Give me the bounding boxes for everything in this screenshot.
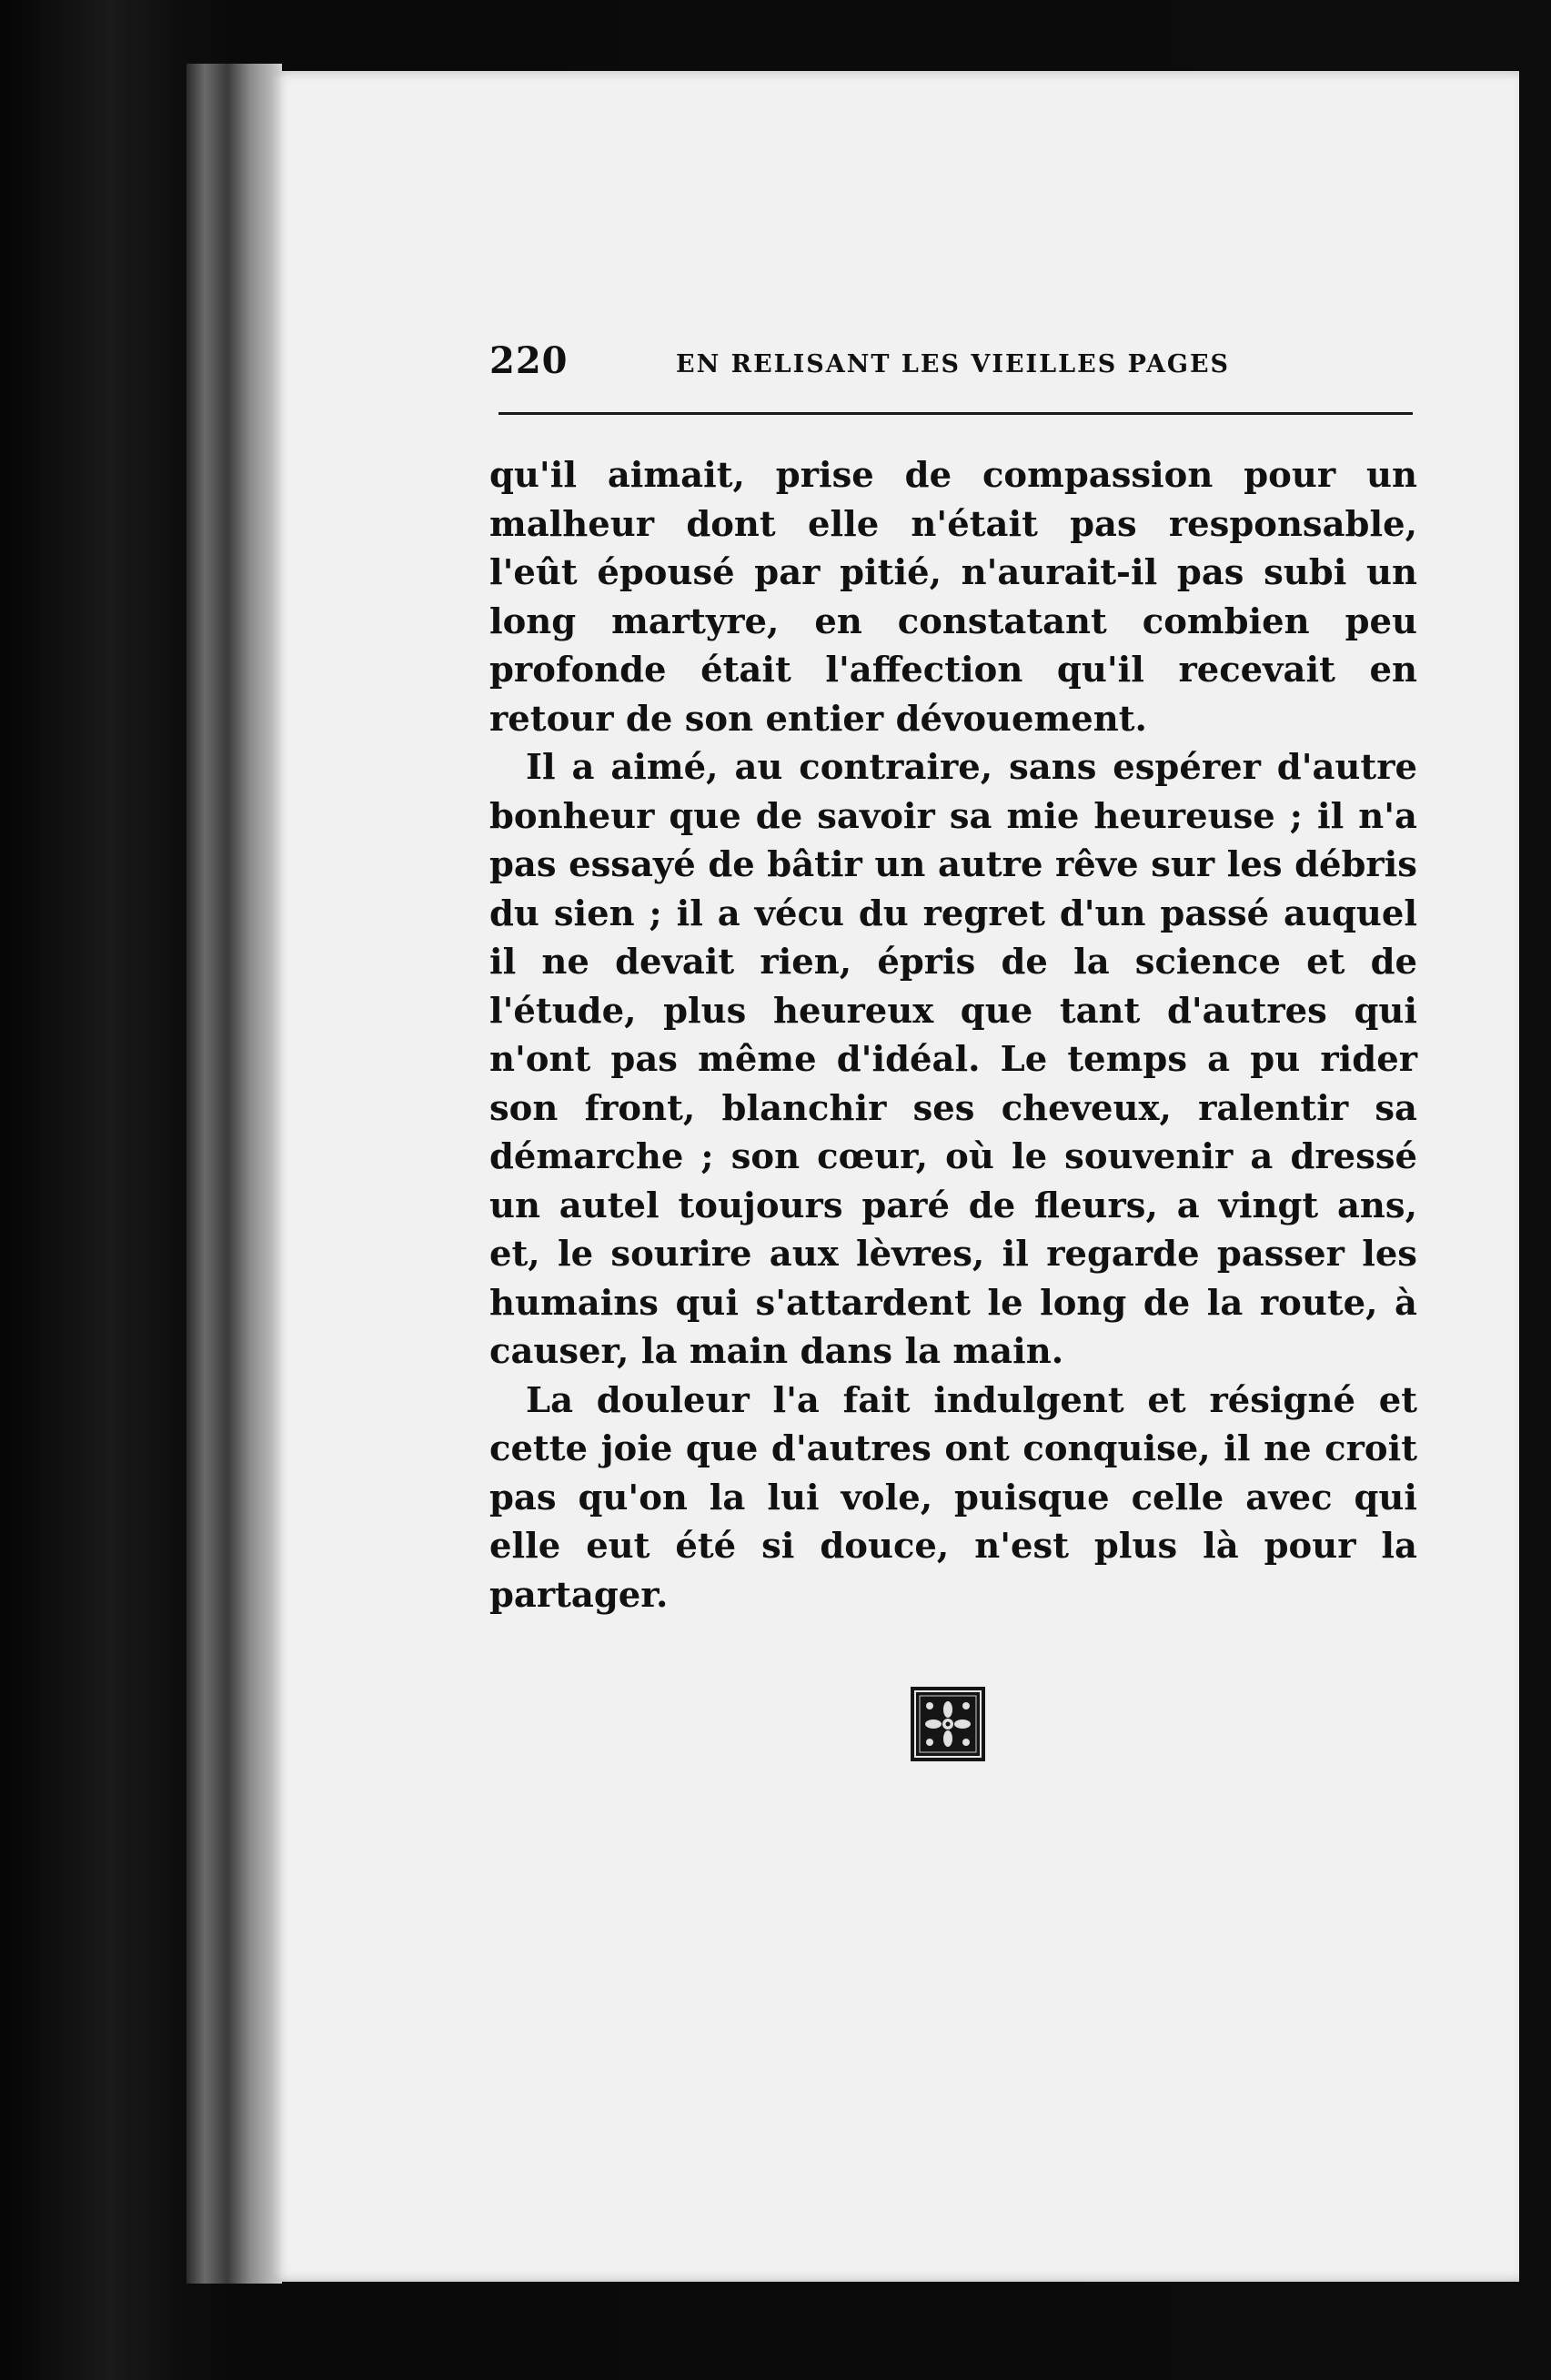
paragraph-3: La douleur l'a fait indulgent et résigné et cette joie que d'autres ont conquise, il ne croit pas qu'on la lui vole, puisque celle avec qui elle eut été si douce, n'est plus là pour la partager. bbox=[489, 1379, 1417, 1616]
page-content bbox=[489, 339, 1417, 1619]
header-rule bbox=[499, 412, 1413, 415]
paragraph-2: Il a aimé, au contraire, sans espérer d'autre bonheur que de savoir sa mie heureuse ; il n'a pas essayé de bâtir un autre rêve sur les débris du sien ; il a vécu du regret d'un passé auquel il ne devait rien, épris de la science et de l'étude, plus heureux que tant d'autres qui n'ont pas même d'idéal. Le temps a pu rider son front, blanchir ses cheveux, ralentir sa démarche ; son cœur, où le souvenir a dressé un autel toujours paré de fleurs, a vingt ans, et, le sourire aux lèvres, il regarde passer les humains qui s'attardent le long de la route, à causer, la main dans la main. bbox=[489, 747, 1417, 1372]
body-text bbox=[489, 451, 1417, 1619]
book-page bbox=[273, 71, 1519, 2282]
page-number: 220 bbox=[489, 339, 569, 382]
running-head-title: EN RELISANT LES VIEILLES PAGES bbox=[676, 350, 1231, 378]
floral-tailpiece-icon bbox=[910, 1686, 986, 1762]
book-spine-edge bbox=[186, 64, 282, 2284]
running-head bbox=[489, 339, 1417, 394]
paragraph-1: qu'il aimait, prise de compassion pour un malheur dont elle n'était pas responsable, l'eût épousé par pitié, n'aurait-il pas subi un long martyre, en constatant combien peu profonde était l'affection qu'il recevait en retour de son entier dévouement. bbox=[489, 455, 1417, 740]
